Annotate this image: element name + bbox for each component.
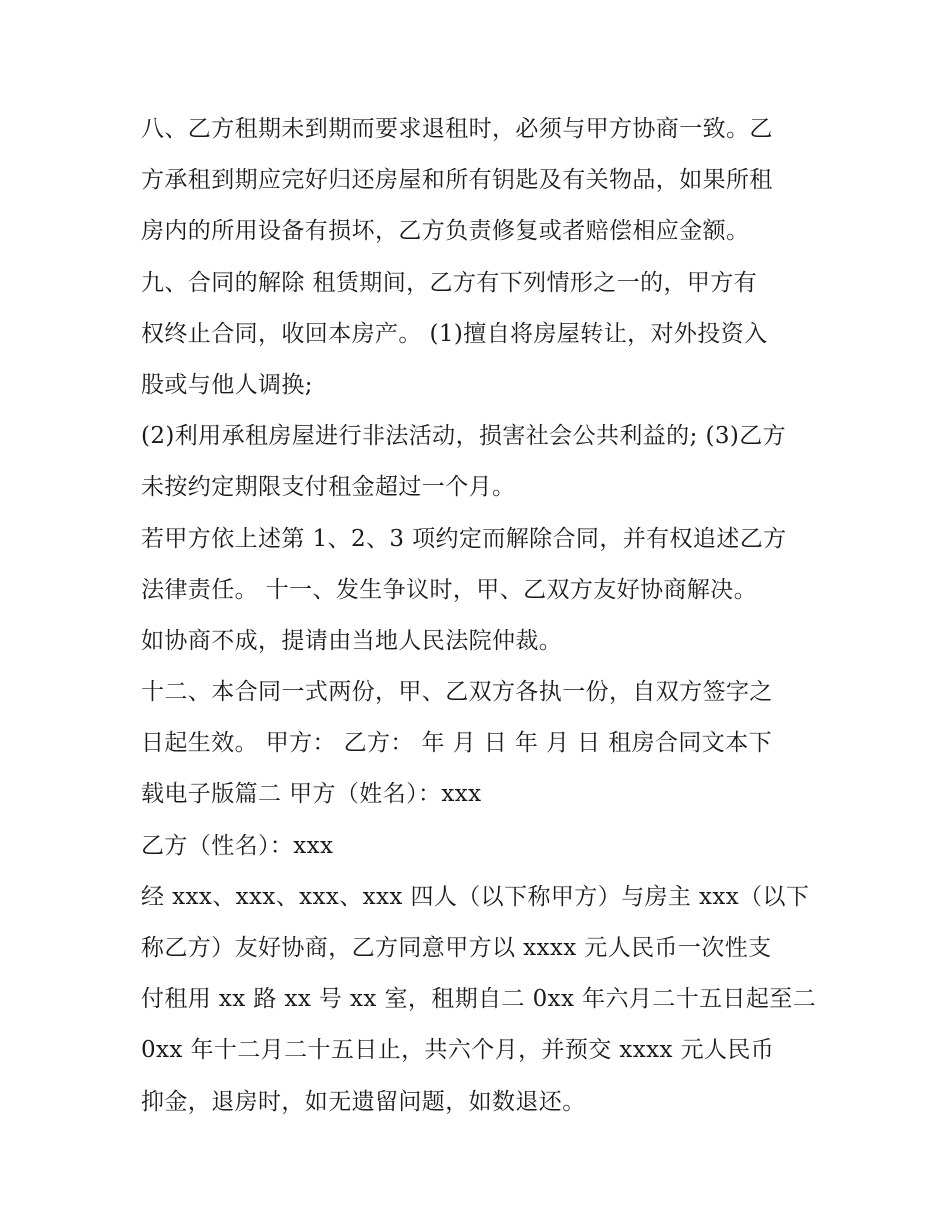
text-line: 房内的所用设备有损坏，乙方负责修复或者赔偿相应金额。	[141, 218, 750, 245]
text-line: 十二、本合同一式两份，甲、乙双方各执一份，自双方签字之	[141, 679, 773, 706]
text-line: 日起生效。 甲方： 乙方： 年 月 日 年 月 日 租房合同文本下	[141, 730, 772, 757]
text-line: 付租用 xx 路 xx 号 xx 室，租期自二 0xx 年六月二十五日起至二	[141, 986, 817, 1013]
text-line: 法律责任。 十一、发生争议时，甲、乙双方友好协商解决。	[141, 576, 758, 603]
text-line: 载电子版篇二 甲方（姓名）：xxx	[141, 781, 482, 808]
document-body	[141, 104, 821, 1128]
text-line: (2)利用承租房屋进行非法活动，损害社会公共利益的; (3)乙方	[141, 423, 787, 450]
text-line: 股或与他人调换;	[141, 371, 313, 398]
text-line: 经 xxx、xxx、xxx、xxx 四人（以下称甲方）与房主 xxx（以下	[141, 883, 810, 910]
text-line: 八、乙方租期未到期而要求退租时，必须与甲方协商一致。乙	[141, 116, 773, 142]
text-line: 未按约定期限支付租金超过一个月。	[141, 474, 516, 501]
text-line: 抑金，退房时，如无遗留问题，如数退还。	[141, 1088, 586, 1115]
text-line: 若甲方依上述第 1、2、3 项约定而解除合同，并有权追述乙方	[141, 525, 787, 552]
text-line: 方承租到期应完好归还房屋和所有钥匙及有关物品，如果所租	[141, 167, 773, 194]
text-line: 称乙方）友好协商，乙方同意甲方以 xxxx 元人民币一次性支	[141, 935, 772, 961]
text-line: 权终止合同，收回本房产。 (1)擅自将房屋转让，对外投资入	[141, 320, 768, 347]
text-line: 乙方（性名）：xxx	[141, 832, 334, 859]
text-line: 0xx 年十二月二十五日止，共六个月，并预交 xxxx 元人民币	[141, 1037, 775, 1064]
text-line: 如协商不成，提请由当地人民法院仲裁。	[141, 627, 563, 654]
text-line: 九、合同的解除 租赁期间，乙方有下列情形之一的，甲方有	[141, 269, 758, 296]
